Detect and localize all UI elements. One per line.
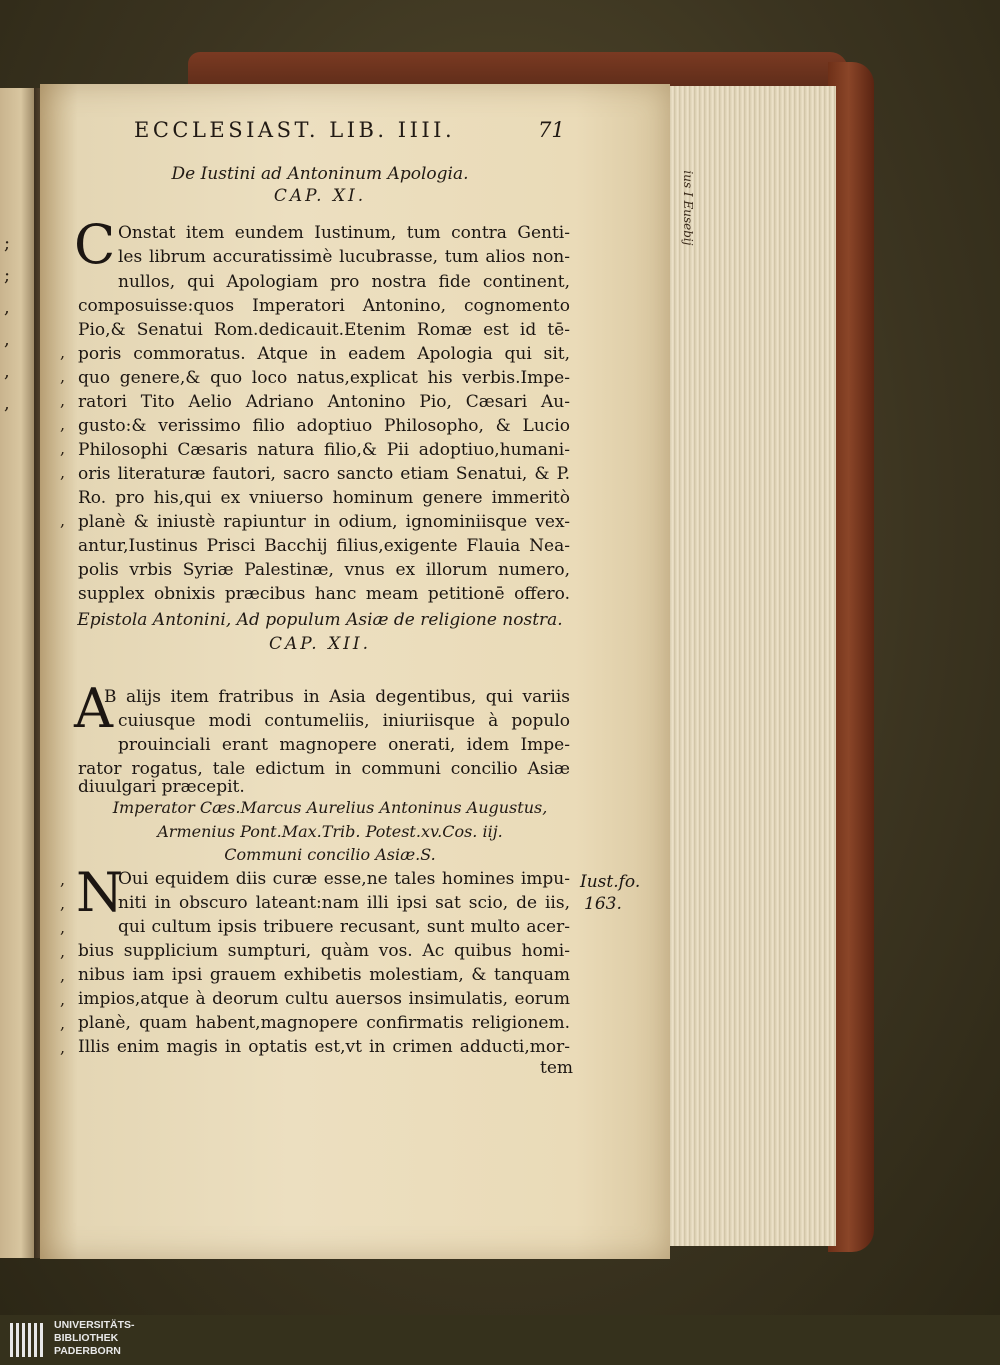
- text-line: polis vrbis Syriæ Palestinæ, vnus ex illorum numero,: [78, 560, 570, 580]
- text-line: Pio,& Senatui Rom.dedicauit.Etenim Romæ est id tē-: [78, 320, 570, 340]
- margin-note-folio: 163.: [584, 894, 622, 914]
- margin-quote-mark: ,: [60, 894, 66, 913]
- margin-quote-mark: ,: [60, 966, 66, 985]
- text-line: oris literaturæ fautori, sacro sancto etiam Senatui, & P.: [78, 464, 570, 484]
- chapter-12-title: Epistola Antonini, Ad populum Asiæ de religione nostra.: [77, 610, 563, 630]
- library-name-line-2: BIBLIOTHEK: [54, 1332, 119, 1344]
- running-title: ECCLESIAST. LIB. IIII.: [134, 118, 456, 142]
- text-line: impios,atque à deorum cultu auersos insimulatis, eorum: [78, 989, 570, 1009]
- text-line: Ro. pro his,qui ex vniuerso hominum genere immeritò: [78, 488, 570, 508]
- margin-quote-mark: ,: [60, 990, 66, 1009]
- chapter-11-number: CAP. XI.: [273, 186, 367, 206]
- text-line: qui cultum ipsis tribuere recusant, sunt multo acer-: [118, 917, 570, 937]
- text-line: nullos, qui Apologiam pro nostra fide continent,: [118, 272, 570, 292]
- text-line: poris commoratus. Atque in eadem Apologia qui sit,: [78, 344, 570, 364]
- library-name-line-1: UNIVERSITÄTS-: [54, 1319, 135, 1331]
- margin-quote-mark: ,: [60, 1014, 66, 1033]
- margin-quote-mark: ,: [60, 367, 66, 386]
- chapter-12-number: CAP. XII.: [268, 634, 372, 654]
- text-line: planè & iniustè rapiuntur in odium, ignominiisque vex-: [78, 512, 570, 532]
- text-line: bius supplicium sumpturi, quàm vos. Ac quibus homi-: [78, 941, 570, 961]
- text-line: planè, quam habent,magnopere confirmatis religionem.: [78, 1013, 570, 1033]
- text-line: gusto:& verissimo filio adoptiuo Philosopho, & Lucio: [78, 416, 570, 436]
- text-line: Illis enim magis in optatis est,vt in crimen adducti,mor-: [78, 1037, 570, 1057]
- text-line: ratori Tito Aelio Adriano Antonino Pio, Cæsari Au-: [78, 392, 570, 412]
- text-line: quo genere,& quo loco natus,explicat his verbis.Impe-: [78, 368, 570, 388]
- margin-note-reference: Iust.fo.: [580, 872, 641, 892]
- margin-quote-mark: ,: [60, 511, 66, 530]
- running-header: [134, 118, 574, 142]
- text-line: rator rogatus, tale edictum in communi concilio Asiæ: [78, 759, 570, 779]
- page-edges: [668, 86, 836, 1246]
- text-line: Philosophi Cæsaris natura filio,& Pii adoptiuo,humani-: [78, 440, 570, 460]
- facing-page: [0, 88, 38, 1258]
- margin-quote-mark: ,: [60, 918, 66, 937]
- text-line: prouinciali erant magnopere onerati, idem Impe-: [118, 735, 570, 755]
- library-name: [54, 1319, 135, 1358]
- library-footer: [0, 1315, 1000, 1365]
- margin-quote-mark: ,: [60, 942, 66, 961]
- facing-page-marks: ; ; , , , ,: [4, 233, 11, 414]
- library-name-line-3: PADERBORN: [54, 1345, 121, 1357]
- text-line: nibus iam ipsi grauem exhibetis molestiam, & tanquam: [78, 965, 570, 985]
- margin-quote-mark: ,: [60, 439, 66, 458]
- chapter-12-dropcap: A: [74, 677, 113, 740]
- page-number: 71: [538, 118, 565, 142]
- text-line: les librum accuratissimè lucubrasse, tum alios non-: [118, 247, 570, 267]
- margin-quote-mark: ,: [60, 343, 66, 362]
- text-line: supplex obnixis præcibus hanc meam petitionē offero.: [78, 584, 570, 604]
- address-line-3: Communi concilio Asiæ.S.: [224, 845, 436, 864]
- margin-quote-mark: ,: [60, 463, 66, 482]
- margin-quote-mark: ,: [60, 391, 66, 410]
- address-line-1: Imperator Cæs.Marcus Aurelius Antoninus Augustus,: [112, 798, 548, 817]
- margin-quote-mark: ,: [60, 1038, 66, 1057]
- text-line: antur,Iustinus Prisci Bacchij filius,exigente Flauia Nea-: [78, 536, 570, 556]
- letter-dropcap: N: [76, 861, 124, 924]
- address-line-2: Armenius Pont.Max.Trib. Potest.xv.Cos. iij.: [157, 822, 503, 841]
- chapter-11-dropcap: C: [74, 213, 116, 276]
- text-line: composuisse:quos Imperatori Antonino, cognomento: [78, 296, 570, 316]
- catchword: tem: [540, 1058, 574, 1078]
- text-line: niti in obscuro lateant:nam illi ipsi sat scio, de iis,: [118, 893, 570, 913]
- text-line: B alijs item fratribus in Asia degentibus, qui variis: [104, 687, 570, 707]
- text-line: cuiusque modi contumeliis, iniuriisque à populo: [118, 711, 570, 731]
- chapter-11-title: De Iustini ad Antoninum Apologia.: [171, 164, 469, 184]
- text-line: Oui equidem diis curæ esse,ne tales homines impu-: [118, 869, 570, 889]
- text-line: Onstat item eundem Iustinum, tum contra Genti-: [118, 223, 570, 243]
- svg-text:ius I Eusebij: ius I Eusebij: [681, 170, 695, 246]
- text-line: diuulgari præcepit.: [78, 777, 245, 797]
- margin-quote-mark: ,: [60, 870, 66, 889]
- library-logo-icon: [10, 1319, 44, 1361]
- margin-quote-mark: ,: [60, 415, 66, 434]
